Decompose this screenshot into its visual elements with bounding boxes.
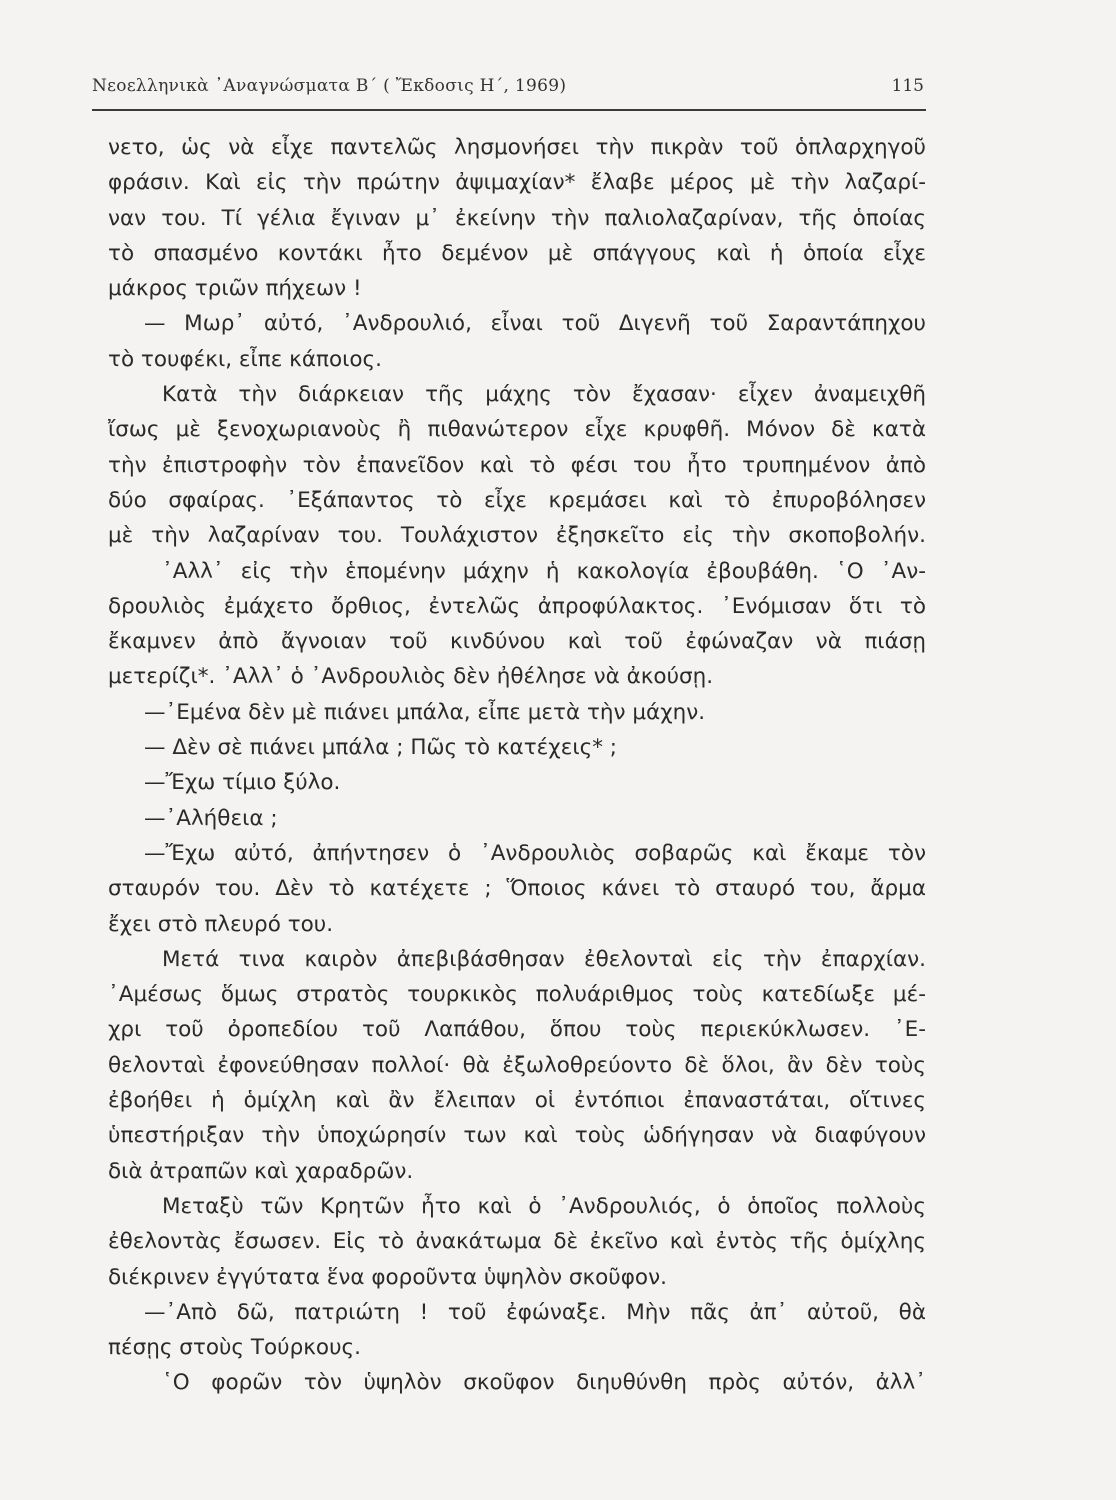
text-line: — Δὲν σὲ πιάνει μπάλα ; Πῶς τὸ κατέχεις* ; (144, 735, 618, 761)
text-line: ὑπεστήριξαν τὴν ὑποχώρησίν των καὶ τοὺς ὡδήγησαν νὰ διαφύγουν (108, 1123, 926, 1149)
text-line: ἔκαμνεν ἀπὸ ἄγνοιαν τοῦ κινδύνου καὶ τοῦ ἐφώναζαν νὰ πιάσῃ (108, 629, 926, 655)
text-line: δύο σφαίρας. ᾿Εξάπαντος τὸ εἶχε κρεμάσει καὶ τὸ ἐπυροβόλησεν (108, 487, 926, 513)
text-line: —᾿Εμένα δὲν μὲ πιάνει μπάλα, εἶπε μετὰ τὴν μάχην. (144, 699, 706, 725)
text-line: σταυρόν του. Δὲν τὸ κατέχετε ; Ὅποιος κάνει τὸ σταυρό του, ἄρμα (108, 876, 926, 902)
header-title: Νεοελληνικὰ ᾿Αναγνώσματα Β΄ ( Ἔκδοσις Η΄, 1969) (92, 76, 567, 96)
text-line: ῾Ο φορῶν τὸν ὑψηλὸν σκοῦφον διηυθύνθη πρὸς αὐτόν, ἀλλ᾿ (162, 1370, 926, 1396)
text-line: —Ἔχω τίμιο ξύλο. (144, 770, 341, 796)
text-line: Μεταξὺ τῶν Κρητῶν ἦτο καὶ ὁ ᾿Ανδρουλιός, ὁ ὁποῖος πολλοὺς (162, 1193, 926, 1219)
running-header (92, 76, 924, 106)
text-line: ᾿Αλλ᾿ εἰς τὴν ἑπομένην μάχην ἡ κακολογία ἐβουβάθη. ῾Ο ᾿Αν- (162, 558, 926, 584)
header-rule (92, 109, 926, 111)
body-text (108, 130, 926, 1401)
text-line: πέσῃς στοὺς Τούρκους. (108, 1335, 361, 1361)
text-line: —᾿Απὸ δῶ, πατριώτη ! τοῦ ἐφώναξε. Μὴν πᾶς ἀπ᾿ αὐτοῦ, θὰ (144, 1299, 926, 1325)
text-line: μὲ τὴν λαζαρίναν του. Τουλάχιστον ἐξησκεῖτο εἰς τὴν σκοποβολήν. (108, 523, 926, 549)
text-line: ᾿Αμέσως ὅμως στρατὸς τουρκικὸς πολυάριθμος τοὺς κατεδίωξε μέ- (108, 982, 926, 1008)
text-line: ἐθελοντὰς ἔσωσεν. Εἰς τὸ ἀνακάτωμα δὲ ἐκεῖνο καὶ ἐντὸς τῆς ὁμίχλης (108, 1229, 926, 1255)
text-line: ἐβοήθει ἡ ὁμίχλη καὶ ἂν ἔλειπαν οἱ ἐντόπιοι ἐπαναστάται, οἵτινες (108, 1088, 926, 1114)
text-line: —᾿Αλήθεια ; (144, 805, 278, 831)
text-line: χρι τοῦ ὀροπεδίου τοῦ Λαπάθου, ὅπου τοὺς περιεκύκλωσεν. ᾿Ε- (108, 1017, 926, 1043)
text-line: διὰ ἀτραπῶν καὶ χαραδρῶν. (108, 1158, 414, 1184)
text-line: δρουλιὸς ἐμάχετο ὄρθιος, ἐντελῶς ἀπροφύλακτος. ᾿Ενόμισαν ὅτι τὸ (108, 593, 926, 619)
text-line: τὴν ἐπιστροφὴν τὸν ἐπανεῖδον καὶ τὸ φέσι του ἦτο τρυπημένον ἀπὸ (108, 452, 926, 478)
text-line: νετο, ὡς νὰ εἶχε παντελῶς λησμονήσει τὴν πικρὰν τοῦ ὁπλαρχηγοῦ (108, 135, 926, 160)
text-line: τὸ τουφέκι, εἶπε κάποιος. (108, 346, 383, 372)
text-line: μετερίζι*. ᾿Αλλ᾿ ὁ ᾿Ανδρουλιὸς δὲν ἠθέλησε νὰ ἀκούσῃ. (108, 664, 714, 690)
text-line: μάκρος τριῶν πήχεων ! (108, 276, 362, 302)
text-line: ἴσως μὲ ξενοχωριανοὺς ἢ πιθανώτερον εἶχε κρυφθῆ. Μόνον δὲ κατὰ (108, 417, 926, 443)
text-line: ἔχει στὸ πλευρό του. (108, 911, 334, 937)
text-line: — Μωρ᾿ αὐτό, ᾿Ανδρουλιό, εἶναι τοῦ Διγενῆ τοῦ Σαραντάπηχου (144, 311, 926, 337)
text-line: θελονταὶ ἐφονεύθησαν πολλοί· θὰ ἐξωλοθρεύοντο δὲ ὅλοι, ἂν δὲν τοὺς (108, 1052, 926, 1078)
text-line: τὸ σπασμένο κοντάκι ἦτο δεμένον μὲ σπάγγους καὶ ἡ ὁποία εἶχε (108, 240, 926, 266)
text-line: φράσιν. Καὶ εἰς τὴν πρώτην ἀψιμαχίαν* ἔλαβε μέρος μὲ τὴν λαζαρί- (108, 170, 926, 196)
text-line: Κατὰ τὴν διάρκειαν τῆς μάχης τὸν ἔχασαν· εἶχεν ἀναμειχθῆ (162, 382, 926, 408)
text-line: —Ἔχω αὐτό, ἀπήντησεν ὁ ᾿Ανδρουλιὸς σοβαρῶς καὶ ἔκαμε τὸν (144, 840, 926, 866)
text-line: Μετά τινα καιρὸν ἀπεβιβάσθησαν ἐθελονταὶ εἰς τὴν ἐπαρχίαν. (162, 946, 926, 972)
page-number: 115 (891, 76, 924, 96)
text-line: διέκρινεν ἐγγύτατα ἕνα φοροῦντα ὑψηλὸν σκοῦφον. (108, 1264, 667, 1290)
text-line: ναν του. Τί γέλια ἔγιναν μ᾿ ἐκείνην τὴν παλιολαζαρίναν, τῆς ὁποίας (108, 205, 926, 231)
